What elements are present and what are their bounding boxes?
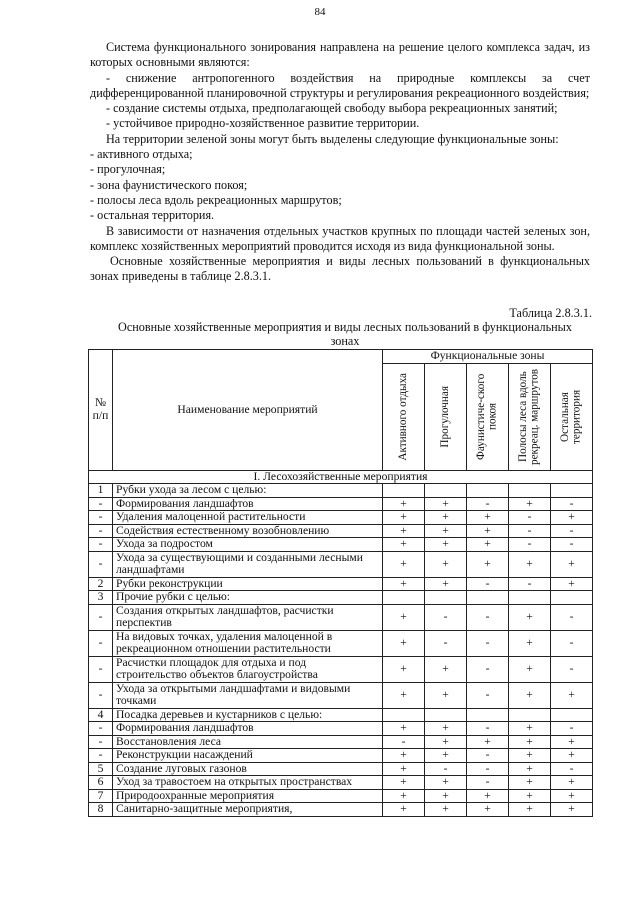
table-row	[89, 524, 593, 538]
zone-mark: +	[467, 551, 509, 577]
zone-mark: -	[467, 630, 509, 656]
row-number: 7	[89, 789, 113, 803]
table-caption: Основные хозяйственные мероприятия и виды лесных пользований в функциональных зонах	[118, 320, 572, 348]
table-row	[89, 749, 593, 763]
zone-mark	[551, 484, 593, 498]
zone-mark: +	[383, 789, 425, 803]
zone-mark: -	[467, 577, 509, 591]
table-row	[89, 682, 593, 708]
table-row	[89, 630, 593, 656]
row-name: Реконструкции насаждений	[113, 749, 383, 763]
header-name: Наименование мероприятий	[113, 350, 383, 471]
zone-mark: +	[551, 735, 593, 749]
table-row	[89, 497, 593, 511]
zone-header: Полосы леса вдоль рекреац. маршрутов	[509, 363, 551, 470]
paragraph: Система функционального зонирования направлена на решение целого комплекса задач, из которых основными являются:	[90, 40, 590, 70]
row-number: -	[89, 551, 113, 577]
zone-mark: +	[383, 656, 425, 682]
zone-mark: -	[467, 682, 509, 708]
zone-mark: +	[383, 524, 425, 538]
page-number: 84	[314, 6, 326, 18]
zone-mark: +	[551, 803, 593, 817]
zone-mark: +	[425, 497, 467, 511]
zone-mark: -	[551, 630, 593, 656]
zone-mark: +	[509, 656, 551, 682]
row-name: Создание луговых газонов	[113, 762, 383, 776]
zone-mark	[509, 708, 551, 722]
row-number: -	[89, 682, 113, 708]
zone-mark: -	[425, 604, 467, 630]
zone-mark: +	[467, 803, 509, 817]
body-text	[90, 40, 590, 285]
zone-mark	[425, 591, 467, 605]
table-row	[89, 577, 593, 591]
paragraph: На территории зеленой зоны могут быть выделены следующие функциональные зоны:	[106, 131, 559, 146]
table-row	[89, 762, 593, 776]
row-name: Расчистки площадок для отдыха и под строительство объектов благоустройства	[113, 656, 383, 682]
zone-mark	[383, 484, 425, 498]
zone-mark: +	[467, 735, 509, 749]
list-item: - зона фаунистического покоя;	[90, 177, 248, 192]
zone-mark: +	[425, 722, 467, 736]
zone-mark: -	[509, 511, 551, 525]
table-row	[89, 484, 593, 498]
zone-mark: -	[467, 776, 509, 790]
zone-mark: +	[425, 749, 467, 763]
header-row	[89, 350, 593, 364]
paragraph: Основные хозяйственные мероприятия и виды лесных пользований в функциональных зонах приведены в таблице 2.8.3.1.	[90, 254, 590, 284]
zone-mark	[551, 591, 593, 605]
zone-mark: -	[425, 762, 467, 776]
zone-mark: +	[509, 735, 551, 749]
zone-mark: +	[425, 538, 467, 552]
zone-mark: +	[509, 604, 551, 630]
header-zones-group: Функциональные зоны	[383, 350, 593, 364]
row-number: -	[89, 749, 113, 763]
zone-mark: -	[551, 762, 593, 776]
zone-mark: +	[509, 630, 551, 656]
zone-mark: -	[551, 538, 593, 552]
zone-mark: +	[509, 749, 551, 763]
zone-mark: +	[383, 722, 425, 736]
table-row	[89, 722, 593, 736]
row-name: Уход за травостоем на открытых пространствах	[113, 776, 383, 790]
zone-mark: -	[467, 497, 509, 511]
zone-mark: +	[551, 682, 593, 708]
table-row	[89, 656, 593, 682]
list-item: - остальная территория.	[90, 208, 215, 223]
zone-mark: +	[383, 682, 425, 708]
zone-mark: +	[383, 538, 425, 552]
zone-mark: +	[425, 551, 467, 577]
row-name: Рубки ухода за лесом с целью:	[113, 484, 383, 498]
row-number: 6	[89, 776, 113, 790]
zone-mark: +	[425, 789, 467, 803]
row-name: Санитарно-защитные мероприятия,	[113, 803, 383, 817]
zone-mark: -	[467, 656, 509, 682]
zone-mark: -	[509, 524, 551, 538]
paragraph: - создание системы отдыха, предполагающей свободу выбора рекреационных занятий;	[106, 101, 558, 116]
row-name: Рубки реконструкции	[113, 577, 383, 591]
list-item: - прогулочная;	[90, 162, 166, 177]
zone-mark: -	[425, 630, 467, 656]
row-number: 8	[89, 803, 113, 817]
table-row	[89, 551, 593, 577]
zone-mark: +	[383, 776, 425, 790]
row-number: 2	[89, 577, 113, 591]
row-name: Содействия естественному возобновлению	[113, 524, 383, 538]
zone-mark	[551, 708, 593, 722]
zone-mark: +	[467, 511, 509, 525]
row-number: -	[89, 722, 113, 736]
zone-mark: +	[509, 762, 551, 776]
table-row	[89, 776, 593, 790]
zone-mark: -	[467, 762, 509, 776]
row-name: Посадка деревьев и кустарников с целью:	[113, 708, 383, 722]
zone-mark	[383, 591, 425, 605]
table-row	[89, 735, 593, 749]
row-name: Формирования ландшафтов	[113, 722, 383, 736]
row-name: На видовых точках, удаления малоценной в рекреационном отношении растительности	[113, 630, 383, 656]
zone-mark: +	[383, 551, 425, 577]
zone-mark: +	[425, 524, 467, 538]
zone-mark: +	[509, 776, 551, 790]
row-name: Ухода за открытыми ландшафтами и видовыми точками	[113, 682, 383, 708]
zone-mark: +	[509, 803, 551, 817]
zone-header: Остальная территория	[551, 363, 593, 470]
list-item: - полосы леса вдоль рекреационных маршрутов;	[90, 192, 342, 207]
zone-mark: +	[425, 735, 467, 749]
row-name: Восстановления леса	[113, 735, 383, 749]
zone-mark	[425, 708, 467, 722]
zone-mark: +	[551, 776, 593, 790]
zone-mark	[467, 591, 509, 605]
table-row	[89, 538, 593, 552]
table-row	[89, 591, 593, 605]
row-number: -	[89, 524, 113, 538]
table-row	[89, 604, 593, 630]
row-name: Природоохранные мероприятия	[113, 789, 383, 803]
zone-mark: -	[551, 524, 593, 538]
zone-mark: -	[551, 604, 593, 630]
zone-mark: +	[383, 497, 425, 511]
section-title: I. Лесохозяйственные мероприятия	[89, 470, 593, 484]
list-item: - активного отдыха;	[90, 147, 193, 162]
row-number: -	[89, 735, 113, 749]
row-number: 5	[89, 762, 113, 776]
zone-mark: +	[383, 577, 425, 591]
zone-mark: +	[425, 803, 467, 817]
zone-mark: -	[383, 735, 425, 749]
row-name: Создания открытых ландшафтов, расчистки перспектив	[113, 604, 383, 630]
row-number: -	[89, 630, 113, 656]
zone-mark: +	[467, 524, 509, 538]
zone-mark: -	[467, 604, 509, 630]
zone-mark: +	[509, 722, 551, 736]
row-name: Ухода за существующими и созданными лесными ландшафтами	[113, 551, 383, 577]
zone-header: Прогулочная	[425, 363, 467, 470]
row-number: 1	[89, 484, 113, 498]
paragraph: - снижение антропогенного воздействия на природные комплексы за счет дифференцированной планировочной структуры и регулирования рекреационного воздействия;	[90, 70, 590, 100]
table-row	[89, 511, 593, 525]
zone-mark: +	[425, 656, 467, 682]
header-number: № п/п	[89, 350, 113, 471]
row-name: Ухода за подростом	[113, 538, 383, 552]
zone-mark: +	[383, 762, 425, 776]
table-row	[89, 803, 593, 817]
zone-mark: +	[551, 749, 593, 763]
zone-mark: +	[551, 789, 593, 803]
row-name: Формирования ландшафтов	[113, 497, 383, 511]
zone-mark: -	[467, 722, 509, 736]
zone-mark: +	[467, 538, 509, 552]
zone-mark: +	[509, 682, 551, 708]
zone-mark: -	[551, 722, 593, 736]
zone-mark	[509, 484, 551, 498]
table-row	[89, 789, 593, 803]
zone-mark: +	[425, 511, 467, 525]
zone-mark: -	[551, 656, 593, 682]
row-name: Удаления малоценной растительности	[113, 511, 383, 525]
zone-mark: +	[383, 511, 425, 525]
paragraph: - устойчивое природно-хозяйственное развитие территории.	[106, 116, 420, 131]
row-number: 3	[89, 591, 113, 605]
zone-mark	[383, 708, 425, 722]
table-number: Таблица 2.8.3.1.	[509, 306, 592, 320]
zone-mark: +	[425, 682, 467, 708]
zone-header: Фаунистиче-ского покоя	[467, 363, 509, 470]
zone-mark: +	[425, 776, 467, 790]
zone-mark: +	[425, 577, 467, 591]
zone-mark	[467, 484, 509, 498]
paragraph: В зависимости от назначения отдельных участков крупных по площади частей зеленых зон, комплекс хозяйственных мероприятий проводится исходя из вида функциональной зоны.	[90, 223, 590, 253]
section-row	[89, 470, 593, 484]
zone-mark: +	[509, 789, 551, 803]
zone-mark: +	[551, 511, 593, 525]
zone-mark: +	[551, 551, 593, 577]
zone-mark	[425, 484, 467, 498]
zone-mark: +	[467, 789, 509, 803]
zone-mark: -	[509, 577, 551, 591]
row-number: -	[89, 604, 113, 630]
zone-mark: +	[509, 497, 551, 511]
row-number: -	[89, 497, 113, 511]
zone-header: Активного отдыха	[383, 363, 425, 470]
row-number: -	[89, 511, 113, 525]
row-name: Прочие рубки с целью:	[113, 591, 383, 605]
zone-mark: +	[383, 749, 425, 763]
zone-mark: +	[383, 803, 425, 817]
zone-mark	[467, 708, 509, 722]
zone-mark: -	[509, 538, 551, 552]
zone-mark: -	[467, 749, 509, 763]
zone-mark: +	[509, 551, 551, 577]
row-number: 4	[89, 708, 113, 722]
row-number: -	[89, 656, 113, 682]
zone-mark	[509, 591, 551, 605]
measures-table	[88, 349, 593, 817]
zone-mark: +	[383, 604, 425, 630]
zone-mark: +	[383, 630, 425, 656]
zone-mark: +	[551, 577, 593, 591]
table-row	[89, 708, 593, 722]
zone-mark: -	[551, 497, 593, 511]
row-number: -	[89, 538, 113, 552]
